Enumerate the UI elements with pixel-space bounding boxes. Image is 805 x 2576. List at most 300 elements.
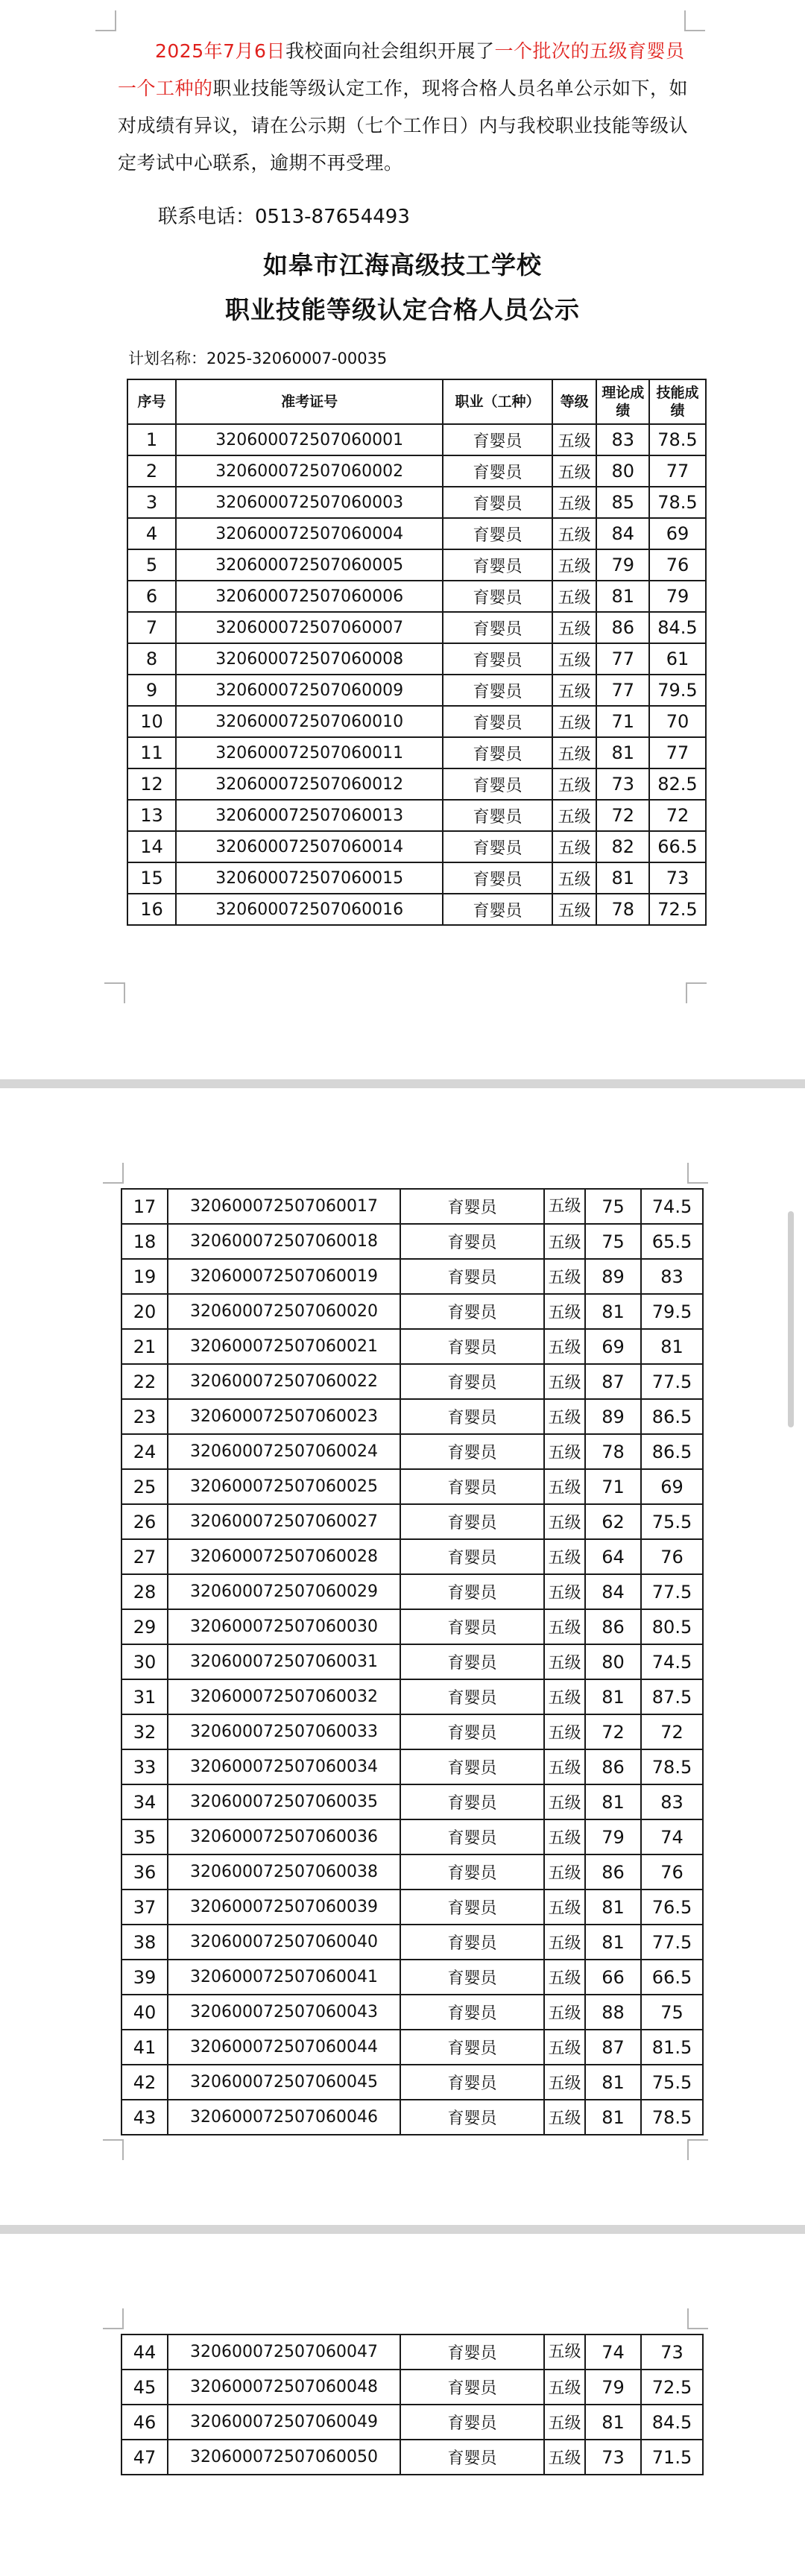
row-exam-id-cell: 320600072507060013 — [176, 800, 443, 831]
document-page-2 — [0, 1088, 805, 2225]
row-theory-score-cell: 89 — [585, 1259, 641, 1294]
row-skill-score-cell: 76 — [649, 549, 706, 581]
table-row — [121, 2440, 703, 2475]
row-seq-cell: 37 — [121, 1890, 168, 1925]
row-seq-cell: 42 — [121, 2065, 168, 2100]
row-exam-id-cell: 320600072507060019 — [168, 1259, 400, 1294]
row-skill-score-cell: 77.5 — [641, 1364, 703, 1399]
row-level-cell: 五级 — [552, 581, 597, 612]
row-occupation-cell: 育婴员 — [400, 1995, 544, 2030]
row-seq-cell: 25 — [121, 1469, 168, 1504]
row-skill-score-cell: 83 — [641, 1259, 703, 1294]
row-theory-score-cell: 71 — [585, 1469, 641, 1504]
row-skill-score-cell: 69 — [641, 1469, 703, 1504]
row-occupation-cell: 育婴员 — [443, 737, 552, 768]
row-theory-score-cell: 78 — [596, 894, 649, 925]
row-seq-cell: 2 — [127, 455, 176, 487]
table-row — [127, 894, 706, 925]
row-level-cell: 五级 — [552, 643, 597, 675]
row-exam-id-cell: 320600072507060001 — [176, 424, 443, 455]
row-seq-cell: 41 — [121, 2030, 168, 2065]
table-row — [121, 1609, 703, 1644]
row-exam-id-cell: 320600072507060029 — [168, 1574, 400, 1609]
document-page-1 — [0, 0, 805, 1079]
row-theory-score-cell: 84 — [585, 1574, 641, 1609]
table-row — [121, 1960, 703, 1995]
row-skill-score-cell: 73 — [649, 862, 706, 894]
row-occupation-cell: 育婴员 — [400, 1854, 544, 1890]
row-level-cell: 五级 — [552, 800, 597, 831]
row-exam-id-cell: 320600072507060043 — [168, 1995, 400, 2030]
row-occupation-cell: 育婴员 — [443, 862, 552, 894]
table-row — [121, 1224, 703, 1259]
row-skill-score-cell: 76 — [641, 1854, 703, 1890]
row-skill-score-cell: 87.5 — [641, 1679, 703, 1714]
row-seq-cell: 10 — [127, 706, 176, 737]
row-exam-id-cell: 320600072507060028 — [168, 1539, 400, 1574]
row-skill-score-cell: 72 — [641, 1714, 703, 1749]
table-header-row — [127, 379, 706, 424]
row-theory-score-cell: 86 — [585, 1854, 641, 1890]
row-seq-cell: 5 — [127, 549, 176, 581]
row-seq-cell: 6 — [127, 581, 176, 612]
row-skill-score-cell: 73 — [641, 2334, 703, 2370]
row-theory-score-cell: 74 — [585, 2334, 641, 2370]
table-row — [121, 1574, 703, 1609]
row-skill-score-cell: 72.5 — [649, 894, 706, 925]
table-row — [121, 1504, 703, 1539]
row-level-cell: 五级 — [544, 1364, 585, 1399]
row-theory-score-cell: 85 — [596, 487, 649, 518]
row-occupation-cell: 育婴员 — [443, 581, 552, 612]
row-seq-cell: 9 — [127, 675, 176, 706]
row-theory-score-cell: 81 — [596, 581, 649, 612]
row-exam-id-cell: 320600072507060024 — [168, 1434, 400, 1469]
row-skill-score-cell: 65.5 — [641, 1224, 703, 1259]
row-level-cell: 五级 — [552, 455, 597, 487]
school-title: 如皋市江海高级技工学校 — [263, 250, 542, 280]
header-seq: 序号 — [127, 379, 176, 424]
row-level-cell: 五级 — [544, 1995, 585, 2030]
row-theory-score-cell: 73 — [585, 2440, 641, 2475]
row-seq-cell: 46 — [121, 2405, 168, 2440]
row-skill-score-cell: 77 — [649, 737, 706, 768]
row-occupation-cell: 育婴员 — [443, 455, 552, 487]
row-theory-score-cell: 64 — [585, 1539, 641, 1574]
row-skill-score-cell: 79 — [649, 581, 706, 612]
row-exam-id-cell: 320600072507060016 — [176, 894, 443, 925]
row-occupation-cell: 育婴员 — [400, 2370, 544, 2405]
row-seq-cell: 43 — [121, 2100, 168, 2135]
table-row — [121, 1749, 703, 1784]
row-seq-cell: 22 — [121, 1364, 168, 1399]
row-occupation-cell: 育婴员 — [443, 518, 552, 549]
row-level-cell: 五级 — [544, 2065, 585, 2100]
row-exam-id-cell: 320600072507060005 — [176, 549, 443, 581]
row-exam-id-cell: 320600072507060046 — [168, 2100, 400, 2135]
table-row — [121, 1259, 703, 1294]
row-level-cell: 五级 — [544, 1294, 585, 1329]
row-occupation-cell: 育婴员 — [400, 1819, 544, 1854]
page-corner-mark — [103, 1163, 124, 1184]
document-page-3 — [0, 2234, 805, 2576]
row-exam-id-cell: 320600072507060017 — [168, 1189, 400, 1224]
table-row — [121, 1995, 703, 2030]
row-level-cell: 五级 — [544, 2030, 585, 2065]
row-occupation-cell: 育婴员 — [443, 831, 552, 862]
page-corner-mark — [103, 2139, 124, 2160]
table-row — [121, 2334, 703, 2370]
row-level-cell: 五级 — [544, 1749, 585, 1784]
page-gap — [0, 2225, 805, 2234]
row-level-cell: 五级 — [544, 2405, 585, 2440]
table-row — [121, 1189, 703, 1224]
row-exam-id-cell: 320600072507060031 — [168, 1644, 400, 1679]
row-exam-id-cell: 320600072507060022 — [168, 1364, 400, 1399]
row-skill-score-cell: 83 — [641, 1784, 703, 1819]
table-body-3 — [121, 2334, 703, 2475]
table-row — [121, 2370, 703, 2405]
row-seq-cell: 15 — [127, 862, 176, 894]
row-exam-id-cell: 320600072507060021 — [168, 1329, 400, 1364]
row-exam-id-cell: 320600072507060002 — [176, 455, 443, 487]
row-theory-score-cell: 87 — [585, 1364, 641, 1399]
row-theory-score-cell: 71 — [596, 706, 649, 737]
row-skill-score-cell: 78.5 — [641, 2100, 703, 2135]
row-seq-cell: 39 — [121, 1960, 168, 1995]
row-occupation-cell: 育婴员 — [443, 768, 552, 800]
page-corner-mark — [687, 1163, 708, 1184]
row-seq-cell: 26 — [121, 1504, 168, 1539]
row-occupation-cell: 育婴员 — [400, 1925, 544, 1960]
row-skill-score-cell: 77.5 — [641, 1574, 703, 1609]
row-occupation-cell: 育婴员 — [400, 1679, 544, 1714]
row-theory-score-cell: 81 — [585, 2100, 641, 2135]
table-row — [127, 768, 706, 800]
row-level-cell: 五级 — [544, 2370, 585, 2405]
row-theory-score-cell: 79 — [585, 2370, 641, 2405]
notice-date: 2025年7月6日 — [155, 40, 285, 62]
row-theory-score-cell: 77 — [596, 675, 649, 706]
table-row — [121, 1714, 703, 1749]
row-level-cell: 五级 — [544, 1469, 585, 1504]
row-theory-score-cell: 72 — [596, 800, 649, 831]
row-theory-score-cell: 86 — [585, 1609, 641, 1644]
row-seq-cell: 32 — [121, 1714, 168, 1749]
row-exam-id-cell: 320600072507060007 — [176, 612, 443, 643]
table-row — [127, 675, 706, 706]
table-row — [121, 1294, 703, 1329]
row-level-cell: 五级 — [552, 706, 597, 737]
row-seq-cell: 27 — [121, 1539, 168, 1574]
row-level-cell: 五级 — [544, 1784, 585, 1819]
header-occupation: 职业（工种） — [443, 379, 552, 424]
row-occupation-cell: 育婴员 — [443, 706, 552, 737]
row-skill-score-cell: 78.5 — [641, 1749, 703, 1784]
row-seq-cell: 12 — [127, 768, 176, 800]
row-theory-score-cell: 86 — [585, 1749, 641, 1784]
table-row — [127, 424, 706, 455]
table-row — [127, 487, 706, 518]
table-row — [121, 1819, 703, 1854]
row-level-cell: 五级 — [552, 518, 597, 549]
row-level-cell: 五级 — [552, 768, 597, 800]
row-theory-score-cell: 81 — [596, 737, 649, 768]
row-seq-cell: 45 — [121, 2370, 168, 2405]
row-theory-score-cell: 84 — [596, 518, 649, 549]
notice-text-2: 职业技能等级认定工作，现将合格人员名单公示如下，如对成绩有异议，请在公示期（七个工作日）内与我校职业技能等级认定考试中心联系，逾期不再受理。 — [118, 78, 689, 174]
row-level-cell: 五级 — [552, 675, 597, 706]
table-row — [127, 549, 706, 581]
row-occupation-cell: 育婴员 — [443, 894, 552, 925]
plan-name: 计划名称：2025-32060007-00035 — [128, 350, 388, 367]
table-row — [127, 581, 706, 612]
page-corner-mark — [103, 2308, 124, 2329]
row-theory-score-cell: 78 — [585, 1434, 641, 1469]
table-row — [127, 800, 706, 831]
row-occupation-cell: 育婴员 — [400, 1714, 544, 1749]
results-table-part-3 — [121, 2334, 704, 2475]
row-exam-id-cell: 320600072507060044 — [168, 2030, 400, 2065]
document-title: 职业技能等级认定合格人员公示 — [225, 295, 580, 324]
header-level: 等级 — [552, 379, 597, 424]
row-exam-id-cell: 320600072507060030 — [168, 1609, 400, 1644]
row-theory-score-cell: 89 — [585, 1399, 641, 1434]
row-level-cell: 五级 — [544, 1329, 585, 1364]
row-seq-cell: 33 — [121, 1749, 168, 1784]
row-exam-id-cell: 320600072507060050 — [168, 2440, 400, 2475]
contact-phone: 联系电话：0513-87654493 — [158, 206, 410, 228]
row-occupation-cell: 育婴员 — [400, 1189, 544, 1224]
row-exam-id-cell: 320600072507060033 — [168, 1714, 400, 1749]
row-occupation-cell: 育婴员 — [400, 1434, 544, 1469]
row-occupation-cell: 育婴员 — [400, 1539, 544, 1574]
row-seq-cell: 24 — [121, 1434, 168, 1469]
row-theory-score-cell: 81 — [585, 1925, 641, 1960]
table-row — [121, 1539, 703, 1574]
row-skill-score-cell: 61 — [649, 643, 706, 675]
row-skill-score-cell: 75.5 — [641, 1504, 703, 1539]
row-skill-score-cell: 72.5 — [641, 2370, 703, 2405]
row-level-cell: 五级 — [552, 487, 597, 518]
row-occupation-cell: 育婴员 — [400, 1504, 544, 1539]
row-skill-score-cell: 70 — [649, 706, 706, 737]
row-skill-score-cell: 76.5 — [641, 1890, 703, 1925]
row-seq-cell: 3 — [127, 487, 176, 518]
row-skill-score-cell: 79.5 — [649, 675, 706, 706]
row-level-cell: 五级 — [552, 831, 597, 862]
row-seq-cell: 20 — [121, 1294, 168, 1329]
row-occupation-cell: 育婴员 — [400, 1890, 544, 1925]
row-exam-id-cell: 320600072507060023 — [168, 1399, 400, 1434]
row-theory-score-cell: 82 — [596, 831, 649, 862]
row-exam-id-cell: 320600072507060006 — [176, 581, 443, 612]
row-occupation-cell: 育婴员 — [443, 675, 552, 706]
row-skill-score-cell: 74.5 — [641, 1644, 703, 1679]
row-theory-score-cell: 81 — [585, 1890, 641, 1925]
row-occupation-cell: 育婴员 — [400, 1749, 544, 1784]
results-table-part-2 — [121, 1188, 704, 2135]
table-row — [121, 1469, 703, 1504]
row-seq-cell: 16 — [127, 894, 176, 925]
row-theory-score-cell: 69 — [585, 1329, 641, 1364]
table-row — [121, 1329, 703, 1364]
row-theory-score-cell: 81 — [596, 862, 649, 894]
row-exam-id-cell: 320600072507060008 — [176, 643, 443, 675]
row-seq-cell: 13 — [127, 800, 176, 831]
row-exam-id-cell: 320600072507060003 — [176, 487, 443, 518]
row-theory-score-cell: 86 — [596, 612, 649, 643]
row-level-cell: 五级 — [552, 612, 597, 643]
row-exam-id-cell: 320600072507060011 — [176, 737, 443, 768]
table-row — [121, 2100, 703, 2135]
row-occupation-cell: 育婴员 — [400, 1960, 544, 1995]
row-occupation-cell: 育婴员 — [400, 2100, 544, 2135]
table-row — [121, 1854, 703, 1890]
row-skill-score-cell: 79.5 — [641, 1294, 703, 1329]
row-level-cell: 五级 — [544, 1434, 585, 1469]
table-body-2 — [121, 1189, 703, 2135]
notice-text-1: 我校面向社会组织开展了 — [285, 40, 495, 62]
row-exam-id-cell: 320600072507060035 — [168, 1784, 400, 1819]
header-skill-score: 技能成绩 — [649, 379, 706, 424]
row-level-cell: 五级 — [544, 1259, 585, 1294]
table-row — [127, 862, 706, 894]
row-skill-score-cell: 78.5 — [649, 487, 706, 518]
row-level-cell: 五级 — [544, 2334, 585, 2370]
row-seq-cell: 11 — [127, 737, 176, 768]
row-theory-score-cell: 87 — [585, 2030, 641, 2065]
row-occupation-cell: 育婴员 — [400, 1399, 544, 1434]
table-row — [121, 2065, 703, 2100]
row-skill-score-cell: 74 — [641, 1819, 703, 1854]
row-occupation-cell: 育婴员 — [400, 1294, 544, 1329]
row-exam-id-cell: 320600072507060012 — [176, 768, 443, 800]
row-occupation-cell: 育婴员 — [400, 2065, 544, 2100]
header-exam-id: 准考证号 — [176, 379, 443, 424]
row-skill-score-cell: 81 — [641, 1329, 703, 1364]
row-seq-cell: 31 — [121, 1679, 168, 1714]
results-table-part-1 — [127, 379, 707, 926]
row-skill-score-cell: 66.5 — [649, 831, 706, 862]
row-skill-score-cell: 69 — [649, 518, 706, 549]
row-seq-cell: 21 — [121, 1329, 168, 1364]
table-row — [127, 455, 706, 487]
row-theory-score-cell: 72 — [585, 1714, 641, 1749]
table-row — [121, 1784, 703, 1819]
row-occupation-cell: 育婴员 — [443, 424, 552, 455]
table-row — [121, 2030, 703, 2065]
row-theory-score-cell: 81 — [585, 1679, 641, 1714]
table-body-1 — [127, 424, 706, 925]
row-theory-score-cell: 75 — [585, 1224, 641, 1259]
row-exam-id-cell: 320600072507060047 — [168, 2334, 400, 2370]
row-occupation-cell: 育婴员 — [400, 1784, 544, 1819]
row-seq-cell: 29 — [121, 1609, 168, 1644]
row-skill-score-cell: 76 — [641, 1539, 703, 1574]
table-row — [127, 737, 706, 768]
row-exam-id-cell: 320600072507060025 — [168, 1469, 400, 1504]
row-skill-score-cell: 84.5 — [649, 612, 706, 643]
row-exam-id-cell: 320600072507060004 — [176, 518, 443, 549]
row-exam-id-cell: 320600072507060038 — [168, 1854, 400, 1890]
row-exam-id-cell: 320600072507060020 — [168, 1294, 400, 1329]
row-theory-score-cell: 88 — [585, 1995, 641, 2030]
row-theory-score-cell: 83 — [596, 424, 649, 455]
row-exam-id-cell: 320600072507060049 — [168, 2405, 400, 2440]
page-corner-mark — [687, 2308, 708, 2329]
table-row — [121, 1399, 703, 1434]
row-occupation-cell: 育婴员 — [443, 800, 552, 831]
row-seq-cell: 4 — [127, 518, 176, 549]
row-theory-score-cell: 81 — [585, 2405, 641, 2440]
notice-paragraph — [118, 33, 692, 182]
page-corner-mark — [687, 2139, 708, 2160]
notice-highlight: 一个批次的五级育婴员一个工种的 — [118, 40, 685, 99]
table-row — [121, 1434, 703, 1469]
row-seq-cell: 17 — [121, 1189, 168, 1224]
row-level-cell: 五级 — [544, 1574, 585, 1609]
row-seq-cell: 23 — [121, 1399, 168, 1434]
row-exam-id-cell: 320600072507060039 — [168, 1890, 400, 1925]
row-skill-score-cell: 74.5 — [641, 1189, 703, 1224]
row-occupation-cell: 育婴员 — [400, 1259, 544, 1294]
row-level-cell: 五级 — [544, 1960, 585, 1995]
table-row — [127, 831, 706, 862]
row-skill-score-cell: 81.5 — [641, 2030, 703, 2065]
row-seq-cell: 18 — [121, 1224, 168, 1259]
row-theory-score-cell: 75 — [585, 1189, 641, 1224]
row-theory-score-cell: 77 — [596, 643, 649, 675]
row-skill-score-cell: 82.5 — [649, 768, 706, 800]
row-occupation-cell: 育婴员 — [443, 549, 552, 581]
row-seq-cell: 19 — [121, 1259, 168, 1294]
page-gap — [0, 1079, 805, 1088]
row-theory-score-cell: 73 — [596, 768, 649, 800]
row-skill-score-cell: 75 — [641, 1995, 703, 2030]
row-skill-score-cell: 66.5 — [641, 1960, 703, 1995]
row-skill-score-cell: 78.5 — [649, 424, 706, 455]
row-occupation-cell: 育婴员 — [400, 1329, 544, 1364]
row-level-cell: 五级 — [544, 1189, 585, 1224]
row-exam-id-cell: 320600072507060010 — [176, 706, 443, 737]
row-exam-id-cell: 320600072507060009 — [176, 675, 443, 706]
row-level-cell: 五级 — [544, 1819, 585, 1854]
page-corner-mark — [95, 10, 116, 31]
table-row — [127, 706, 706, 737]
row-theory-score-cell: 80 — [596, 455, 649, 487]
row-skill-score-cell: 71.5 — [641, 2440, 703, 2475]
row-skill-score-cell: 84.5 — [641, 2405, 703, 2440]
row-occupation-cell: 育婴员 — [443, 487, 552, 518]
row-seq-cell: 40 — [121, 1995, 168, 2030]
row-level-cell: 五级 — [544, 1714, 585, 1749]
row-theory-score-cell: 81 — [585, 2065, 641, 2100]
row-exam-id-cell: 320600072507060040 — [168, 1925, 400, 1960]
row-theory-score-cell: 81 — [585, 1784, 641, 1819]
table-row — [121, 1679, 703, 1714]
row-level-cell: 五级 — [544, 1679, 585, 1714]
row-level-cell: 五级 — [552, 424, 597, 455]
vertical-scrollbar[interactable] — [788, 1211, 794, 1427]
row-level-cell: 五级 — [544, 1925, 585, 1960]
row-exam-id-cell: 320600072507060034 — [168, 1749, 400, 1784]
row-exam-id-cell: 320600072507060014 — [176, 831, 443, 862]
row-level-cell: 五级 — [544, 1609, 585, 1644]
page-corner-mark — [104, 982, 125, 1003]
row-theory-score-cell: 62 — [585, 1504, 641, 1539]
row-exam-id-cell: 320600072507060018 — [168, 1224, 400, 1259]
